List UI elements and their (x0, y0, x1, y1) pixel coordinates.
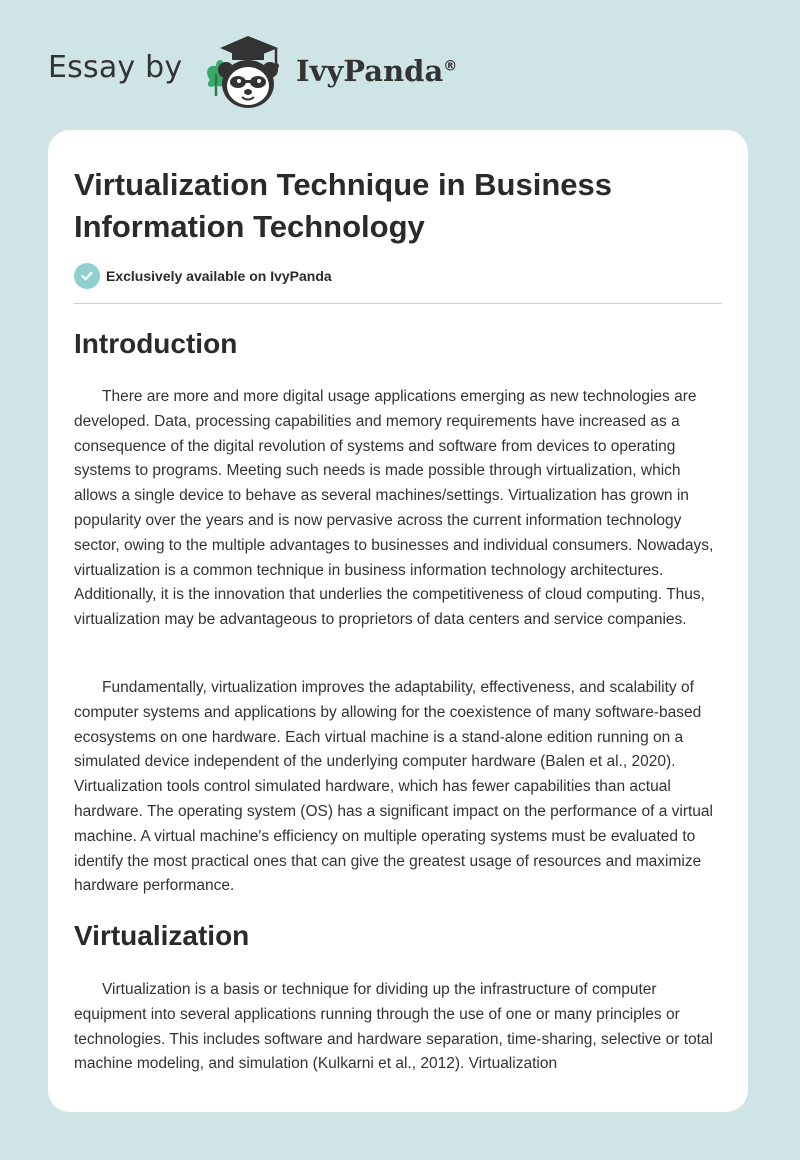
exclusive-text: Exclusively available on IvyPanda (106, 268, 332, 284)
section-heading-virtualization: Virtualization (74, 920, 250, 951)
virtualization-paragraph-1: Virtualization is a basis or technique for dividing up the infrastructure of computer equipment into several applications running through the use of one or many principles or technologies. This includes software and hardware separation, time-sharing, selective or total machine modeling, and simulation (Kulkarni et al., 2012). Virtualization (74, 981, 713, 1073)
article-title: Virtualization Technique in Business Information Technology (74, 167, 613, 244)
intro-paragraph-2: Fundamentally, virtualization improves the adaptability, effectiveness, and scalability of computer systems and applications by allowing for the coexistence of many software-based ecosystems on one hardware. Each virtual machine is a stand-alone edition running on a simulated device independent of the underlying computer hardware (Balen et al., 2020). Virtualization tools control simulated hardware, which has fewer capabilities than actual hardware. The operating system (OS) has a significant impact on the performance of a virtual machine. A virtual machine's efficiency on multiple operating systems must be evaluated to identify the most practical ones that can give the greatest usage of resources and maximize hardware performance. (74, 679, 713, 895)
brand-name[interactable]: IvyPanda® (296, 54, 458, 88)
section-heading-introduction: Introduction (74, 328, 238, 359)
registered-mark: ® (443, 58, 458, 75)
checkmark-icon (74, 263, 100, 289)
exclusive-badge (74, 263, 332, 289)
panda-logo-icon[interactable] (202, 34, 292, 110)
divider (74, 303, 722, 304)
site-header (0, 0, 800, 128)
article-card (48, 130, 748, 1112)
essay-by-label: Essay by (48, 50, 183, 85)
intro-paragraph-1: There are more and more digital usage applications emerging as new technologies are developed. Data, processing capabilities and memory requirements have increased as a consequence of the digital revolution of systems and software from devices to operating systems to programs. Meeting such needs is made possible through virtualization, which allows a single device to behave as several machines/settings. Virtualization has grown in popularity over the years and is now pervasive across the current information technology sector, owing to the multiple advantages to businesses and individual consumers. Nowadays, virtualization is a common technique in business information technology architectures. Additionally, it is the innovation that underlies the competitiveness of cloud computing. Thus, virtualization may be advantageous to proprietors of data centers and service companies. (74, 388, 714, 629)
